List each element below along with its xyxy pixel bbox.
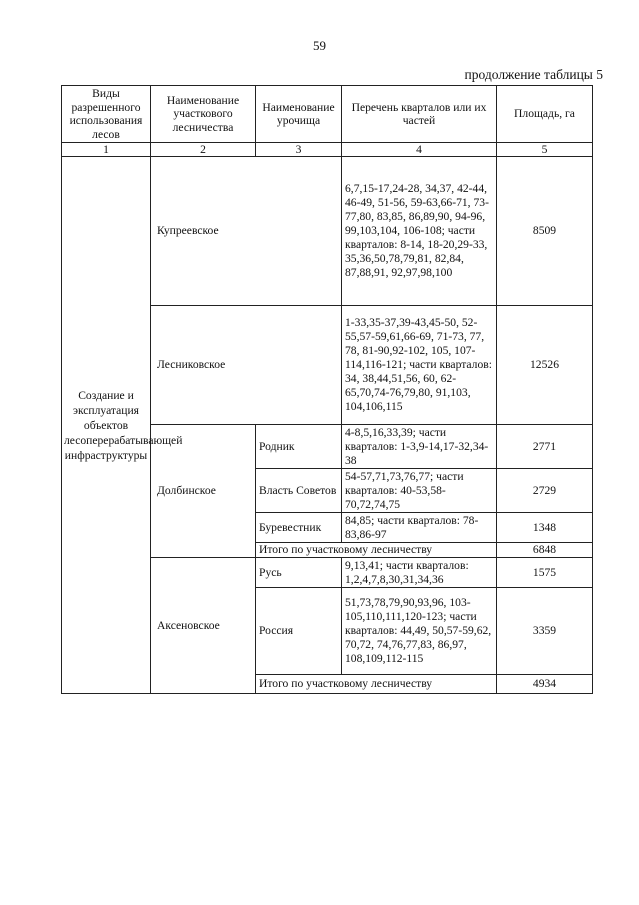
column-header-usage: Виды разрешенного использования лесов [62, 86, 151, 143]
column-number: 1 [62, 143, 151, 157]
subtotal-label: Итого по участковому лесничеству [256, 675, 497, 694]
subtotal-area: 6848 [497, 543, 593, 558]
tract-name: Русь [256, 558, 342, 588]
quarters-list: 51,73,78,79,90,93,96, 103-105,110,111,120-123; части кварталов: 44,49, 50,57-59,62, 70,72, 74,76,77,83, 86,97, 108,109,112-115 [342, 588, 497, 675]
tract-name: Власть Советов [256, 469, 342, 513]
column-number: 2 [151, 143, 256, 157]
quarters-list: 84,85; части кварталов: 78-83,86-97 [342, 513, 497, 543]
column-number: 5 [497, 143, 593, 157]
forestry-name: Долбинское [151, 425, 256, 558]
tract-name: Россия [256, 588, 342, 675]
quarters-list: 4-8,5,16,33,39; части кварталов: 1-3,9-14,17-32,34-38 [342, 425, 497, 469]
tract-name: Буревестник [256, 513, 342, 543]
area-value: 8509 [497, 157, 593, 306]
area-value: 2729 [497, 469, 593, 513]
page-number: 59 [313, 38, 326, 53]
subtotal-label: Итого по участковому лесничеству [256, 543, 497, 558]
forestry-name: Купреевское [151, 157, 342, 306]
area-value: 12526 [497, 306, 593, 425]
column-header-area: Площадь, га [497, 86, 593, 143]
usage-type-cell: Создание и эксплуатация объектов лесоперерабатывающей инфраструктуры [62, 157, 151, 694]
forestry-name: Лесниковское [151, 306, 342, 425]
table-row [62, 157, 593, 306]
column-number-row [62, 143, 593, 157]
column-header-tract: Наименование урочища [256, 86, 342, 143]
area-value: 1348 [497, 513, 593, 543]
column-header-forestry: Наименование участкового лесничества [151, 86, 256, 143]
forest-use-table [61, 85, 593, 694]
column-number: 4 [342, 143, 497, 157]
quarters-list: 6,7,15-17,24-28, 34,37, 42-44, 46-49, 51-56, 59-63,66-71, 73-77,80, 83,85, 86,89,90, 94-96, 99,103,104, 106-108; части кварталов: 8-14, 18-20,29-33, 35,36,50,78,79,81, 82,84, 87,88,91, 92,97,98,100 [342, 157, 497, 306]
forestry-name: Аксеновское [151, 558, 256, 694]
column-number: 3 [256, 143, 342, 157]
quarters-list: 1-33,35-37,39-43,45-50, 52-55,57-59,61,66-69, 71-73, 77, 78, 81-90,92-102, 105, 107-114,116-121; части кварталов: 34, 38,44,51,56, 60, 62-65,70,74-76,79,80, 91,103, 104,106,115 [342, 306, 497, 425]
quarters-list: 9,13,41; части кварталов: 1,2,4,7,8,30,31,34,36 [342, 558, 497, 588]
area-value: 2771 [497, 425, 593, 469]
column-header-quarters: Перечень кварталов или их частей [342, 86, 497, 143]
area-value: 3359 [497, 588, 593, 675]
subtotal-area: 4934 [497, 675, 593, 694]
table-continuation-caption: продолжение таблицы 5 [464, 67, 603, 82]
tract-name: Родник [256, 425, 342, 469]
header-row [62, 86, 593, 143]
quarters-list: 54-57,71,73,76,77; части кварталов: 40-53,58-70,72,74,75 [342, 469, 497, 513]
area-value: 1575 [497, 558, 593, 588]
